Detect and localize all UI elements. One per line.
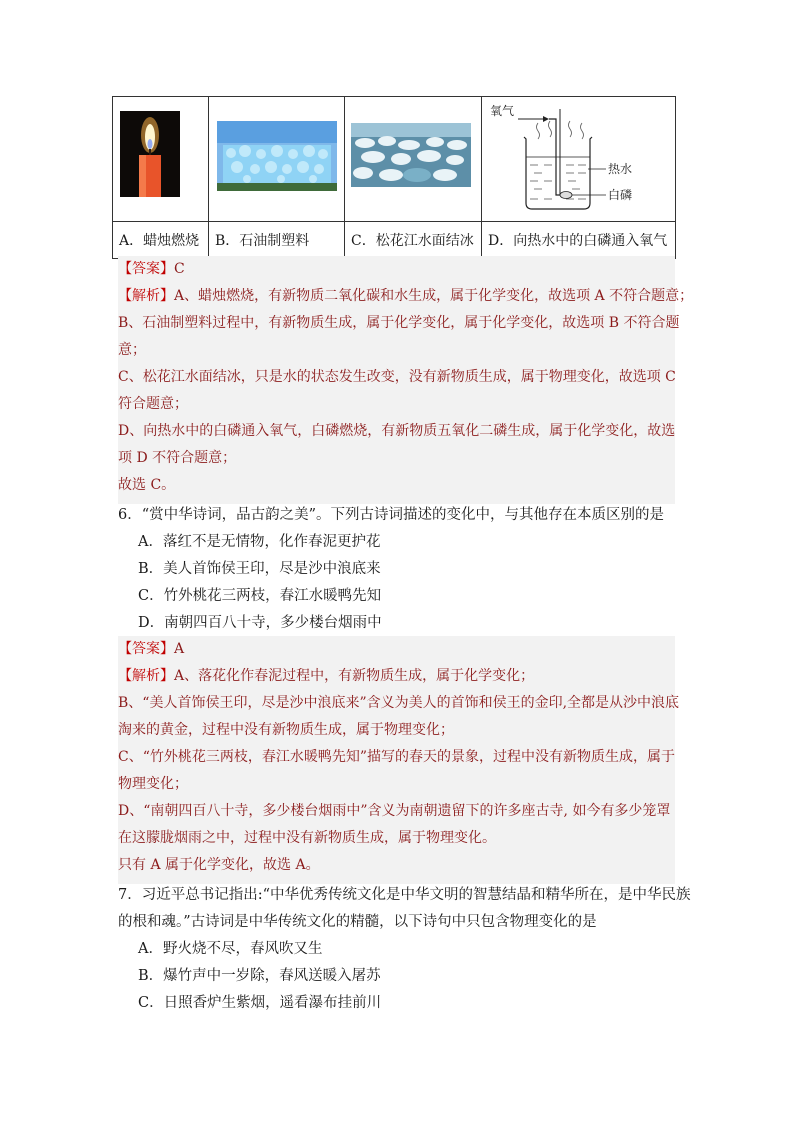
water-cube-image	[217, 121, 337, 191]
analysis-line: 只有 A 属于化学变化，故选 A。	[118, 857, 320, 873]
analysis-line: 物理变化；	[118, 776, 188, 792]
question-stem: 7．习近平总书记指出:“中华优秀传统文化是中华文明的智慧结晶和精华所在，是中华民族	[118, 887, 691, 903]
options-table	[112, 96, 676, 259]
question-7	[118, 882, 691, 1017]
answer-line: 【答案】C	[118, 261, 185, 277]
analysis-line: 故选 C。	[118, 477, 176, 493]
hot-water-label: 热水	[608, 162, 633, 176]
option-a: A．落红不是无情物，化作春泥更护花	[138, 534, 381, 550]
analysis-line: 项 D 不符合题意；	[118, 450, 237, 466]
answer-line: 【答案】A	[118, 641, 185, 657]
analysis-line: 符合题意；	[118, 396, 188, 412]
analysis-line: 在这朦胧烟雨之中，过程中没有新物质生成，属于物理变化。	[118, 830, 496, 846]
candle-image	[120, 111, 180, 197]
option-d-label: D．向热水中的白磷通入氧气	[482, 222, 676, 259]
option-d: D．南朝四百八十寺，多少楼台烟雨中	[138, 615, 382, 631]
question-6	[118, 502, 678, 637]
answer-block-q5	[118, 256, 694, 504]
option-b-label: B．石油制塑料	[209, 222, 345, 259]
analysis-line: B、石油制塑料过程中，有新物质生成，属于化学变化，属于化学变化，故选项 B 不符合题	[118, 315, 680, 331]
white-phosphorus-label: 白磷	[608, 188, 633, 202]
option-c: C．日照香炉生紫烟，遥看瀑布挂前川	[138, 995, 382, 1011]
analysis-line: B、“美人首饰侯王印，尽是沙中浪底来”含义为美人的首饰和侯王的金印,全都是从沙中浪底	[118, 695, 680, 711]
oxygen-label: 氧气	[490, 104, 515, 118]
frozen-river-image	[351, 123, 471, 187]
option-b: B．美人首饰侯王印，尽是沙中浪底来	[138, 561, 381, 577]
analysis-line: 【解析】A、落花化作春泥过程中，有新物质生成，属于化学变化；	[118, 668, 535, 684]
analysis-line: D、向热水中的白磷通入氧气，白磷燃烧，有新物质五氧化二磷生成，属于化学变化，故选	[118, 423, 676, 439]
analysis-line: 【解析】A、蜡烛燃烧，有新物质二氧化碳和水生成，属于化学变化，故选项 A 不符合题意；	[118, 288, 694, 304]
analysis-line: 淘来的黄金，过程中没有新物质生成，属于物理变化；	[118, 722, 454, 738]
white-phosphorus-diagram	[488, 99, 668, 217]
option-c-label: C．松花江水面结冰	[345, 222, 482, 259]
analysis-line: 意；	[118, 342, 146, 358]
analysis-line: C、松花江水面结冰，只是水的状态发生改变，没有新物质生成，属于物理变化，故选项 C	[118, 369, 676, 385]
white-phosphorus-diagram-cell	[482, 97, 676, 222]
analysis-line: D、“南朝四百八十寺，多少楼台烟雨中”含义为南朝遗留下的许多座古寺, 如今有多少笼罩	[118, 803, 671, 819]
candle-image-cell	[113, 97, 209, 222]
option-a: A．野火烧不尽，春风吹又生	[138, 941, 323, 957]
option-c: C．竹外桃花三两枝，春江水暖鸭先知	[138, 588, 382, 604]
frozen-river-image-cell	[345, 97, 482, 222]
question-stem: 6．“赏中华诗词，品古韵之美”。下列古诗词描述的变化中，与其他存在本质区别的是	[118, 507, 665, 523]
analysis-line: C、“竹外桃花三两枝，春江水暖鸭先知”描写的春天的景象，过程中没有新物质生成，属于	[118, 749, 676, 765]
water-cube-image-cell	[209, 97, 345, 222]
question-stem: 的根和魂。”古诗词是中华传统文化的精髓，以下诗句中只包含物理变化的是	[118, 914, 597, 930]
option-a-label: A．蜡烛燃烧	[113, 222, 209, 259]
option-b: B．爆竹声中一岁除，春风送暖入屠苏	[138, 968, 381, 984]
answer-block-q6	[118, 636, 680, 884]
